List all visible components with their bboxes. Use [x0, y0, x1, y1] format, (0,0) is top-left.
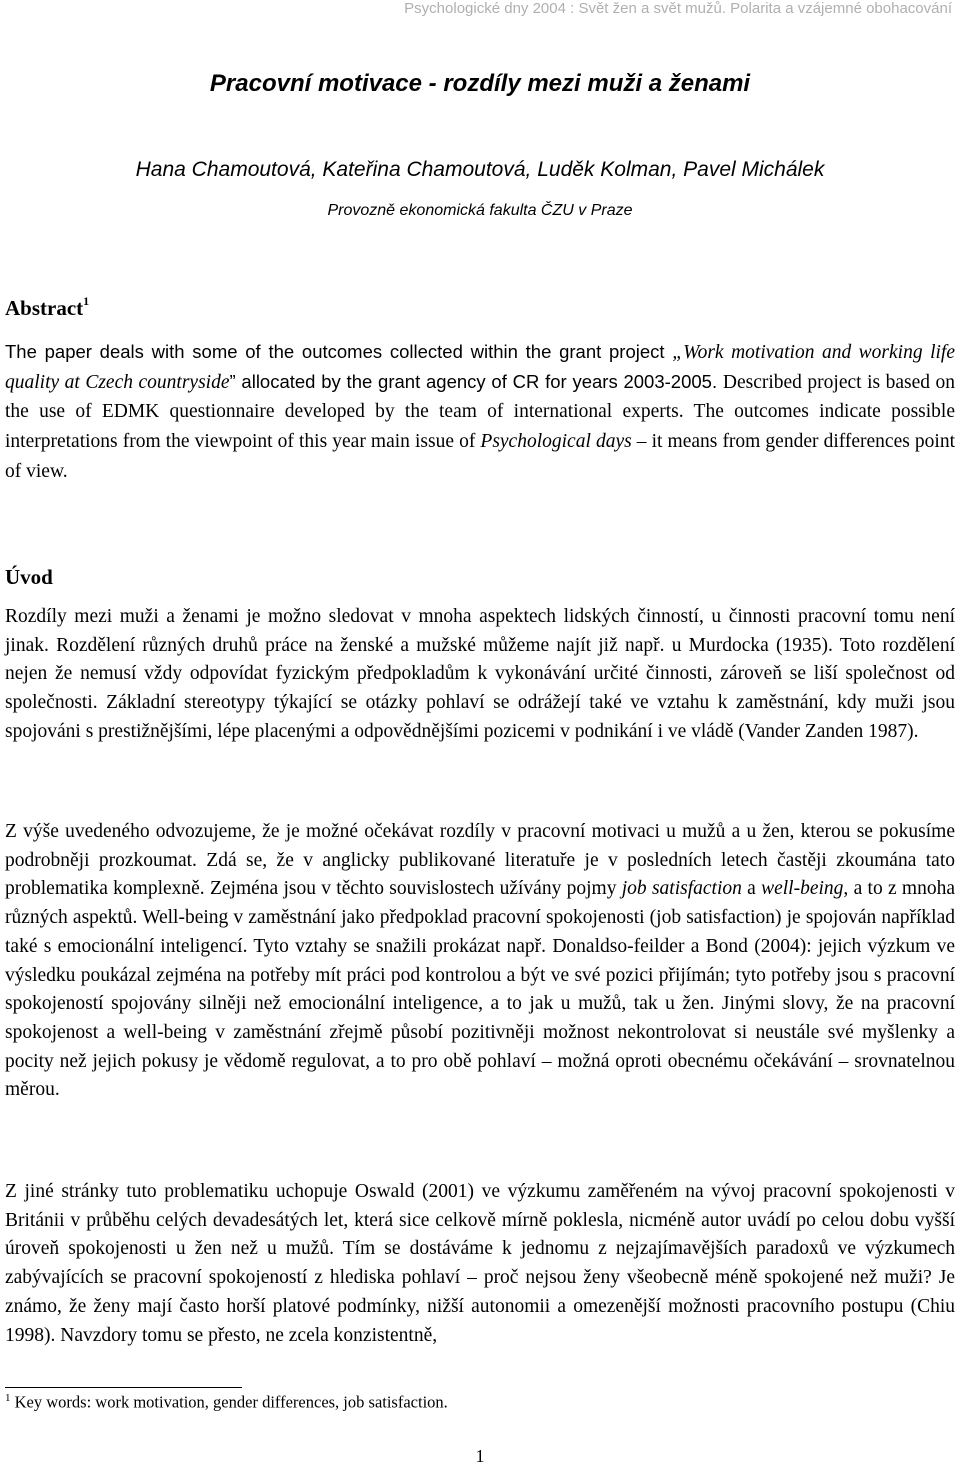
abstract-text-3: Described project is based on the use of EDMK questionnaire developed by the team of international experts. The outcomes indicate possible interpretations from the viewpoint of this year main issue of: [5, 371, 955, 453]
uvod-heading: Úvod: [5, 565, 53, 589]
abstract-paragraph: [5, 338, 955, 487]
footnote-text: Key words: work motivation, gender differences, job satisfaction.: [10, 1392, 448, 1412]
body-paragraph-2: [5, 818, 955, 1105]
affiliation: Provozně ekonomická fakulta ČZU v Praze: [327, 202, 633, 219]
abstract-heading-text: Abstract: [5, 296, 84, 320]
well-being-term: well-being: [761, 878, 844, 900]
para2-text-b: a: [741, 878, 762, 900]
footnote: [5, 1392, 448, 1413]
para2-text-a: Z výše uvedeného odvozujeme, že je možné očekávat rozdíly v pracovní motivaci u mužů a u žen, kterou se pokusíme podrobněji prozkoumat. Zdá se, že v anglicky publikované literatuře je v posledních letech častěji zkoumána tato problematika komplexně. Zejména jsou v těchto souvislostech užívány pojmy: [5, 821, 955, 900]
abstract-text-1: The paper deals with some of the outcomes collected within the grant project: [5, 341, 673, 362]
abstract-project-title: „Work motivation and working life quality at Czech countryside: [5, 342, 955, 393]
body-paragraph-1: Rozdíly mezi muži a ženami je možno sledovat v mnoha aspektech lidských činností, u činnosti pracovní tomu není jinak. Rozdělení různých druhů práce na ženské a mužské můžeme najít již např. u Murdocka (1935). Toto rozdělení nejen že nemusí vždy odpovídat fyzickým předpokladům k vykonávání určité činnosti, zároveň se liší společnost od společnosti. Základní stereotypy týkající se otázky pohlaví se odrážejí také ve vztahu k zaměstnání, kdy muži jsou spojováni s prestižnějšími, lépe placenými a odpovědnějšími pozicemi v podnikání i ve vládě (Vander Zanden 1987).: [5, 606, 955, 742]
running-head: Psychologické dny 2004 : Svět žen a svět mužů. Polarita a vzájemné obohacování: [404, 0, 952, 17]
footnote-divider: [5, 1387, 242, 1388]
abstract-heading: [5, 296, 89, 321]
footnote-mark: 1: [5, 1392, 11, 1404]
para2-text-c: , a to z mnoha různých aspektů. Well-being v zaměstnání jako předpoklad pracovní spokojenosti (job satisfaction) je spojován například také s emocionální inteligencí. Tyto vztahy se snažili prokázat např. Donaldso-feilder a Bond (2004): jejich výzkum ve výsledku poukázal zejména na potřeby mít práci pod kontrolou a být ve své pozici přijímán; tyto potřeby jsou s pracovní spokojeností spojovány silněji než emocionální inteligence, a to jak u mužů, tak u žen. Jinými slovy, že na pracovní spokojenost a well-being v zaměstnání zřejmě působí pozitivněji možnost nekontrolovat si neustále své myšlenky a pocity než jejich pokusy je vědomě regulovat, a to pro obě pohlaví – možná oproti obecnému očekávání – srovnatelnou měrou.: [5, 878, 955, 1101]
abstract-footnote-mark: 1: [83, 294, 90, 308]
abstract-text-2: ” allocated by the grant agency of CR for years 2003-2005.: [229, 370, 723, 392]
abstract-psych-days: Psychological days: [480, 431, 632, 453]
body-paragraph-3: Z jiné stránky tuto problematiku uchopuje Oswald (2001) ve výzkumu zaměřeném na vývoj pracovní spokojenosti v Británii v průběhu celých devadesátých let, která sice celkově mírně poklesla, nicméně autor uvádí po celou dobu vyšší úroveň spokojenosti u žen než u mužů. Tím se dostáváme k jednomu z nejzajímavějších paradoxů ve výzkumech zabývajících se pracovní spokojeností z hlediska pohlaví – proč nejsou ženy všeobecně méně spokojené než muži? Je známo, že ženy mají často horší platové podmínky, nižší autonomii a omezenější možnosti pracovního postupu (Chiu 1998). Navzdory tomu se přesto, ne zcela konzistentně,: [5, 1181, 955, 1346]
job-satisfaction-term: job satisfaction: [621, 878, 742, 900]
paper-title: Pracovní motivace - rozdíly mezi muži a ženami: [209, 70, 751, 97]
abstract-text-4: – it means from gender differences point of view.: [5, 431, 955, 482]
page-number: 1: [475, 1446, 485, 1466]
authors: Hana Chamoutová, Kateřina Chamoutová, Luděk Kolman, Pavel Michálek: [135, 158, 825, 181]
